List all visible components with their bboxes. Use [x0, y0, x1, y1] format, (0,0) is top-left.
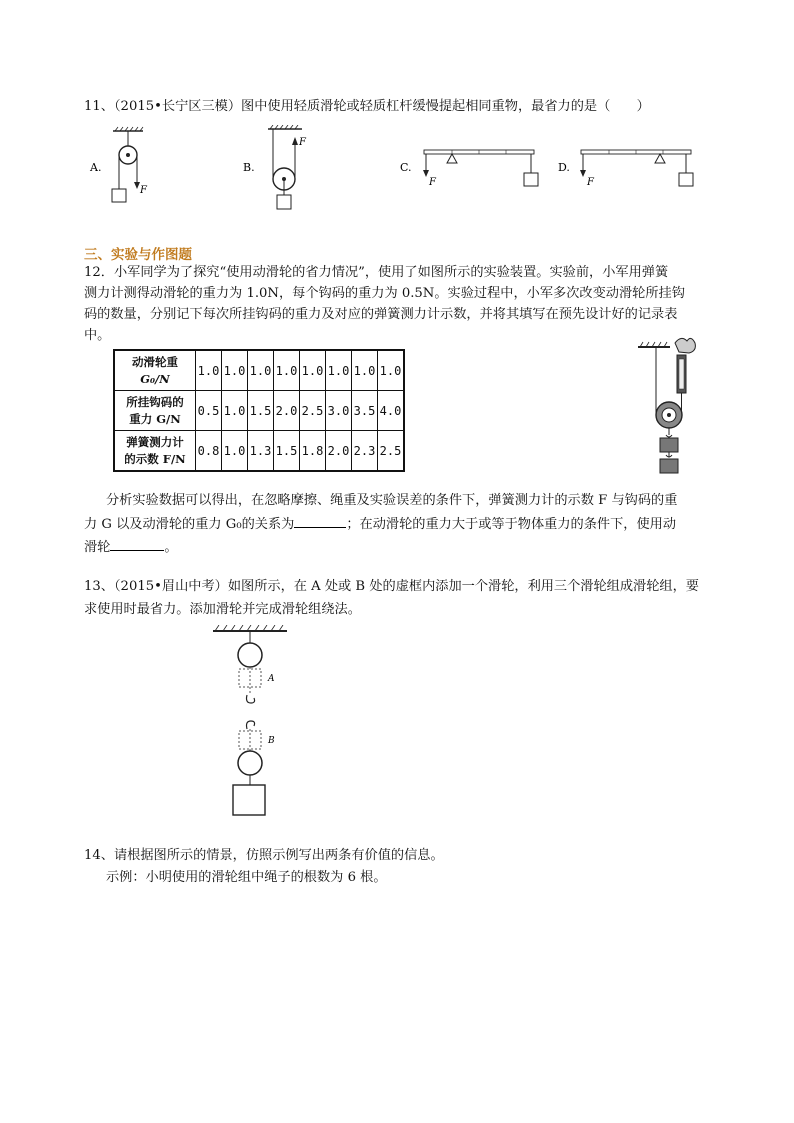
table-cell: 3.5: [352, 391, 378, 431]
q11-source: （2015•长宁区三模）: [113, 99, 242, 114]
q12-line-3: 码的数量，分别记下每次所挂钩码的重力及对应的弹簧测力计示数，并将其填写在预先设计好的记录表: [84, 307, 678, 322]
table-cell: 1.0: [222, 350, 248, 391]
option-c-label: C.: [400, 161, 412, 174]
section-title: 三、实验与作图题: [84, 247, 192, 263]
table-cell: 4.0: [378, 391, 405, 431]
table-cell: 2.0: [274, 391, 300, 431]
q13-line-1: 13、（2015•眉山中考）如图所示，在 A 处或 B 处的虚框内添加一个滑轮，利用三个滑轮组成滑轮组，要: [84, 579, 699, 594]
answer-blank-1[interactable]: [294, 514, 346, 528]
option-d-label: D.: [558, 161, 570, 174]
table-cell: 0.5: [196, 391, 222, 431]
q12-analysis-line-2: 力 G 以及动滑轮的重力 G₀的关系为 ；在动滑轮的重力大于或等于物体重力的条件下，使用动: [84, 514, 676, 535]
table-cell: 2.5: [300, 391, 326, 431]
q13-pulley-figure: [205, 625, 295, 825]
force-label-b: F: [299, 137, 306, 148]
label-b: B: [268, 736, 275, 746]
force-label-a: F: [140, 185, 147, 196]
table-cell: 1.0: [352, 350, 378, 391]
q11-text: [84, 97, 650, 117]
table-cell: 1.3: [248, 431, 274, 472]
table-cell: 2.5: [378, 431, 405, 472]
lever-c-diagram: [423, 150, 538, 188]
lever-d-diagram: [580, 150, 693, 188]
table-cell: 1.0: [248, 350, 274, 391]
answer-blank-2[interactable]: [110, 537, 164, 551]
data-table: [113, 349, 405, 472]
q12-analysis-line-1: 分析实验数据可以得出，在忽略摩擦、绳重及实验误差的条件下，弹簧测力计的示数 F 与钩码的重: [106, 493, 678, 508]
table-cell: 1.5: [248, 391, 274, 431]
q14-line-1: 14、请根据图所示的情景，仿照示例写出两条有价值的信息。: [84, 848, 444, 863]
table-cell: 3.0: [326, 391, 352, 431]
q13-line-2: 求使用时最省力。添加滑轮并完成滑轮组绕法。: [84, 602, 361, 617]
option-a-label: A.: [90, 161, 102, 174]
row-header: 动滑轮重 G₀/N: [114, 350, 196, 391]
q14-example: 示例：小明使用的滑轮组中绳子的根数为 6 根。: [106, 870, 387, 885]
table-cell: 1.5: [274, 431, 300, 472]
q12-line-4: 中。: [84, 328, 111, 343]
q11-figures: [80, 125, 720, 215]
q12-apparatus-figure: [630, 335, 720, 485]
table-cell: 1.0: [274, 350, 300, 391]
pulley-b-diagram: [268, 125, 307, 209]
q12-line-2: 测力计测得动滑轮的重力为 1.0N，每个钩码的重力为 0.5N。实验过程中，小军多次改变动滑轮所挂钩: [84, 286, 685, 301]
pulley-a-diagram: [112, 127, 148, 202]
force-label-c: F: [429, 177, 436, 188]
force-label-d: F: [587, 177, 594, 188]
table-cell: 1.0: [300, 350, 326, 391]
table-cell: 1.0: [196, 350, 222, 391]
option-b-label: B.: [243, 161, 255, 174]
table-cell: 1.0: [326, 350, 352, 391]
table-row: [114, 431, 404, 472]
table-cell: 1.8: [300, 431, 326, 472]
table-cell: 2.0: [326, 431, 352, 472]
table-cell: 1.0: [222, 391, 248, 431]
q12-analysis-line-3: 滑轮 。: [84, 537, 178, 558]
row-header: 弹簧测力计 的示数 F/N: [114, 431, 196, 472]
q11-number: 11、: [84, 99, 114, 114]
q12-line-1: 12．小军同学为了探究“使用动滑轮的省力情况”，使用了如图所示的实验装置。实验前，小军用弹簧: [84, 265, 669, 280]
table-cell: 2.3: [352, 431, 378, 472]
row-header: 所挂钩码的 重力 G/N: [114, 391, 196, 431]
label-a: A: [268, 674, 275, 684]
q11-stem: 图中使用轻质滑轮或轻质杠杆缓慢提起相同重物，最省力的是（ ）: [241, 99, 650, 114]
table-cell: 1.0: [378, 350, 405, 391]
table-row: [114, 391, 404, 431]
table-cell: 1.0: [222, 431, 248, 472]
table-row: [114, 350, 404, 391]
table-cell: 0.8: [196, 431, 222, 472]
